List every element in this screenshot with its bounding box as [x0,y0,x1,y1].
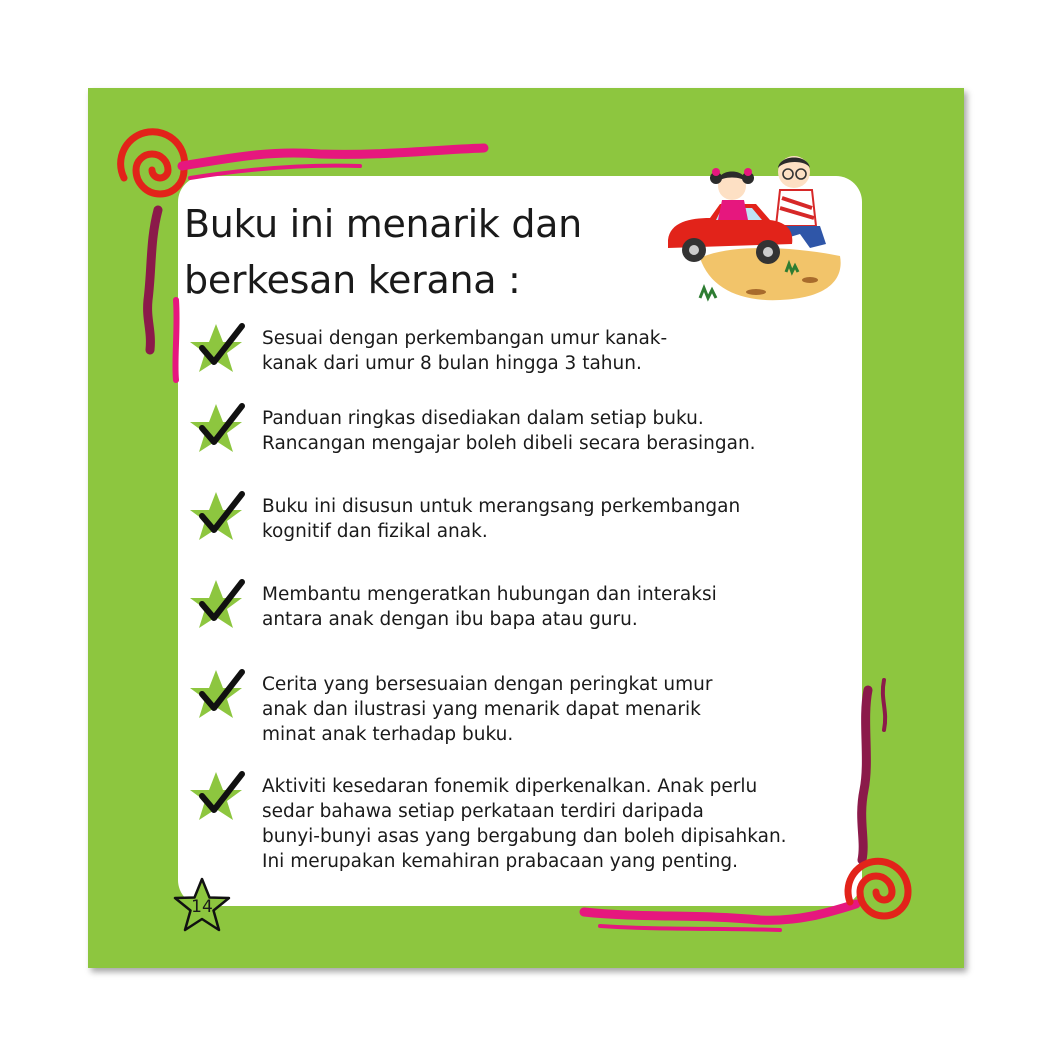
star-check-icon [186,400,250,460]
star-check-icon [186,488,250,548]
title-line-1: Buku ini menarik dan [184,202,582,246]
list-item-text: Panduan ringkas disediakan dalam setiap buku. Rancangan mengajar boleh dibeli secara berasingan. [262,408,756,454]
list-item-text: Aktiviti kesedaran fonemik diperkenalkan. Anak perlu sedar bahawa setiap perkataan terdiri daripada bunyi-bunyi asas yang bergabung dan boleh dipisahkan. Ini merupakan kemahiran prabacaan yang penting. [262,776,787,872]
star-check-icon [186,576,250,636]
page-number: 14 [191,897,213,917]
star-check-icon [186,666,250,726]
page-title [184,196,582,308]
page-number-badge [170,876,234,936]
list-item-text: Buku ini disusun untuk merangsang perkembangan kognitif dan fizikal anak. [262,496,741,542]
star-check-icon [186,768,250,828]
title-line-2: berkesan kerana : [184,258,521,302]
children-car-illustration [660,148,846,320]
list-item-text: Cerita yang bersesuaian dengan peringkat umur anak dan ilustrasi yang menarik dapat menarik minat anak terhadap buku. [262,674,713,745]
list-item-text: Sesuai dengan perkembangan umur kanak- kanak dari umur 8 bulan hingga 3 tahun. [262,328,668,374]
list-item-text: Membantu mengeratkan hubungan dan interaksi antara anak dengan ibu bapa atau guru. [262,584,717,630]
star-check-icon [186,320,250,380]
